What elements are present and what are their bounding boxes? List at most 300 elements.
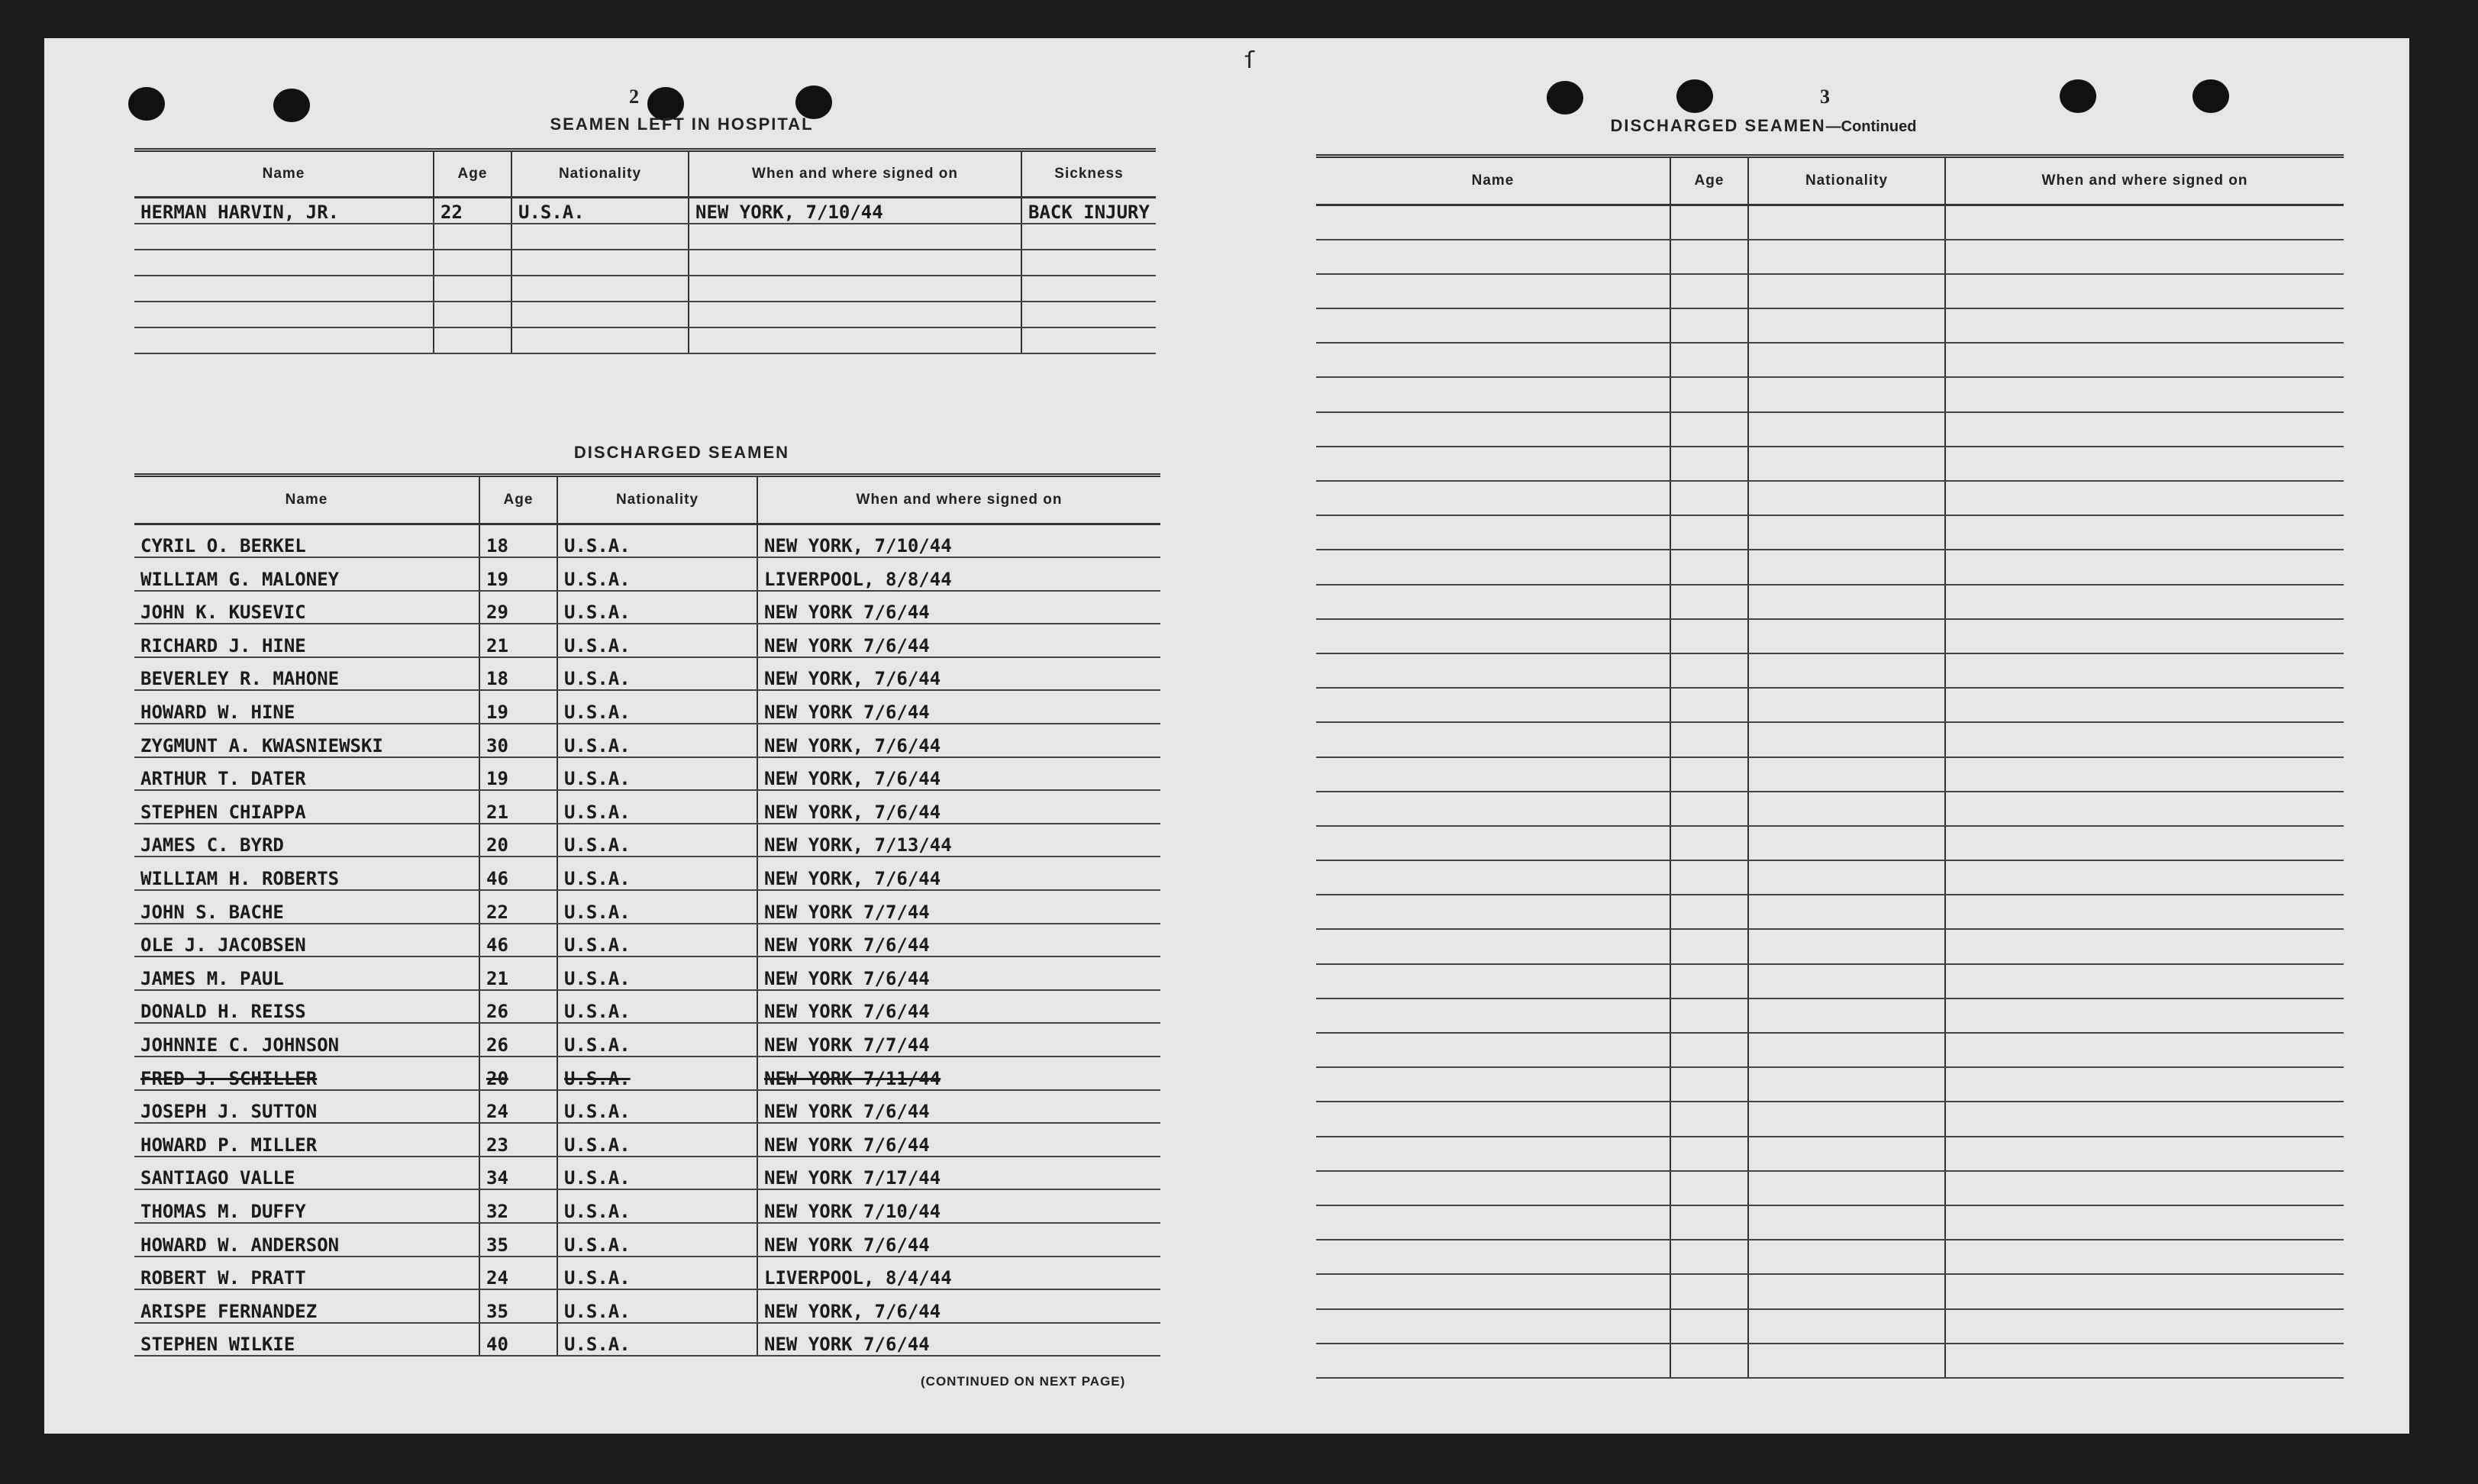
empty-cell	[1316, 1102, 1670, 1136]
table-row	[134, 1257, 1160, 1290]
name-cell: HERMAN HARVIN, JR.	[134, 198, 434, 224]
nationality-cell: U.S.A.	[511, 198, 689, 224]
empty-cell	[1316, 308, 1670, 343]
blank-row	[1316, 447, 2344, 481]
empty-cell	[1316, 688, 1670, 722]
name-cell: WILLIAM H. ROBERTS	[134, 857, 479, 890]
empty-cell	[1670, 1137, 1748, 1171]
signed-on-cell: NEW YORK 7/17/44	[757, 1157, 1160, 1190]
blank-row	[1316, 308, 2344, 343]
empty-cell	[1748, 1102, 1945, 1136]
nationality-cell	[511, 302, 689, 327]
signed-on-cell: NEW YORK 7/7/44	[757, 890, 1160, 924]
column-header-name: Name	[134, 150, 434, 198]
empty-cell	[1316, 895, 1670, 929]
empty-cell	[1945, 1171, 2344, 1205]
table-row	[134, 757, 1160, 791]
empty-cell	[1945, 860, 2344, 895]
signed-on-cell: NEW YORK 7/6/44	[757, 624, 1160, 657]
name-cell: ARTHUR T. DATER	[134, 757, 479, 791]
signed-on-cell	[689, 276, 1021, 302]
empty-cell	[1316, 205, 1670, 240]
table-row	[134, 524, 1160, 558]
table-row	[134, 1057, 1160, 1090]
age-cell	[434, 327, 511, 353]
age-cell: 32	[479, 1189, 557, 1223]
empty-cell	[1748, 619, 1945, 653]
empty-cell	[1945, 1137, 2344, 1171]
empty-cell	[1316, 447, 1670, 481]
empty-cell	[1748, 1033, 1945, 1067]
name-cell: CYRIL O. BERKEL	[134, 524, 479, 558]
page-number-left: 2	[629, 85, 639, 108]
nationality-cell: U.S.A.	[557, 790, 757, 824]
empty-cell	[1945, 1240, 2344, 1274]
sickness-cell	[1021, 250, 1156, 276]
signed-on-cell: NEW YORK 7/6/44	[757, 690, 1160, 724]
empty-cell	[1945, 929, 2344, 963]
column-header-when-and-where-signed-on: When and where signed on	[757, 476, 1160, 524]
name-cell: JOHN S. BACHE	[134, 890, 479, 924]
nationality-cell: U.S.A.	[557, 957, 757, 990]
empty-cell	[1945, 998, 2344, 1033]
empty-cell	[1670, 1240, 1748, 1274]
empty-cell	[1670, 481, 1748, 515]
age-cell	[434, 276, 511, 302]
table-row	[134, 724, 1160, 757]
empty-cell	[1316, 653, 1670, 688]
empty-cell	[1748, 653, 1945, 688]
empty-cell	[1748, 550, 1945, 584]
table-row	[134, 657, 1160, 691]
blank-row	[1316, 274, 2344, 308]
blank-row	[1316, 792, 2344, 826]
blank-row	[1316, 550, 2344, 584]
name-cell: JOSEPH J. SUTTON	[134, 1090, 479, 1124]
name-cell: OLE J. JACOBSEN	[134, 924, 479, 957]
empty-cell	[1748, 274, 1945, 308]
empty-cell	[1748, 240, 1945, 274]
table-row	[134, 824, 1160, 857]
empty-cell	[1748, 447, 1945, 481]
name-cell: BEVERLEY R. MAHONE	[134, 657, 479, 691]
empty-cell	[1670, 412, 1748, 447]
age-cell: 22	[434, 198, 511, 224]
ink-mark: ſ	[1243, 47, 1257, 74]
signed-on-cell: NEW YORK, 7/6/44	[757, 757, 1160, 791]
age-cell: 26	[479, 990, 557, 1024]
column-header-age: Age	[434, 150, 511, 198]
nationality-cell: U.S.A.	[557, 591, 757, 624]
empty-cell	[1748, 1309, 1945, 1344]
table-row	[134, 790, 1160, 824]
empty-cell	[1316, 757, 1670, 792]
column-header-when-and-where-signed-on: When and where signed on	[689, 150, 1021, 198]
age-cell: 26	[479, 1023, 557, 1057]
empty-cell	[1670, 792, 1748, 826]
nationality-cell: U.S.A.	[557, 690, 757, 724]
empty-cell	[1748, 757, 1945, 792]
empty-cell	[1670, 308, 1748, 343]
age-cell	[434, 224, 511, 250]
empty-cell	[1748, 377, 1945, 411]
empty-cell	[1945, 205, 2344, 240]
age-cell: 21	[479, 790, 557, 824]
name-cell: ZYGMUNT A. KWASNIEWSKI	[134, 724, 479, 757]
empty-cell	[1670, 998, 1748, 1033]
empty-cell	[1316, 1137, 1670, 1171]
empty-cell	[1316, 1240, 1670, 1274]
table-row	[134, 924, 1160, 957]
table-row	[134, 276, 1156, 302]
age-cell: 20	[479, 824, 557, 857]
column-header-age: Age	[479, 476, 557, 524]
empty-cell	[1748, 929, 1945, 963]
sickness-cell	[1021, 302, 1156, 327]
empty-cell	[1748, 792, 1945, 826]
empty-cell	[1316, 1067, 1670, 1102]
name-cell: THOMAS M. DUFFY	[134, 1189, 479, 1223]
empty-cell	[1670, 964, 1748, 998]
empty-cell	[1748, 412, 1945, 447]
table-row	[134, 224, 1156, 250]
punch-hole	[273, 89, 310, 122]
empty-cell	[1945, 1067, 2344, 1102]
empty-cell	[1748, 308, 1945, 343]
empty-cell	[1748, 1240, 1945, 1274]
nationality-cell: U.S.A.	[557, 1289, 757, 1323]
empty-cell	[1945, 585, 2344, 619]
nationality-cell: U.S.A.	[557, 1090, 757, 1124]
nationality-cell: U.S.A.	[557, 524, 757, 558]
empty-cell	[1316, 722, 1670, 757]
nationality-cell: U.S.A.	[557, 1189, 757, 1223]
nationality-cell: U.S.A.	[557, 1223, 757, 1257]
blank-row	[1316, 1274, 2344, 1308]
table-row	[134, 591, 1160, 624]
table-row	[134, 1189, 1160, 1223]
nationality-cell	[511, 276, 689, 302]
punch-hole	[1676, 79, 1713, 113]
signed-on-cell: NEW YORK 7/6/44	[757, 1090, 1160, 1124]
discharged-section-title: DISCHARGED SEAMEN	[573, 443, 790, 462]
age-cell: 22	[479, 890, 557, 924]
empty-cell	[1316, 274, 1670, 308]
empty-cell	[1670, 515, 1748, 550]
empty-cell	[1945, 792, 2344, 826]
sickness-cell	[1021, 276, 1156, 302]
empty-cell	[1670, 619, 1748, 653]
name-cell: HOWARD W. ANDERSON	[134, 1223, 479, 1257]
empty-cell	[1945, 377, 2344, 411]
empty-cell	[1670, 240, 1748, 274]
empty-cell	[1748, 895, 1945, 929]
blank-row	[1316, 1344, 2344, 1378]
signed-on-cell: NEW YORK 7/6/44	[757, 1323, 1160, 1357]
empty-cell	[1316, 998, 1670, 1033]
nationality-cell: U.S.A.	[557, 1123, 757, 1157]
empty-cell	[1670, 377, 1748, 411]
signed-on-cell: NEW YORK 7/11/44	[757, 1057, 1160, 1090]
continued-section-title	[1573, 116, 1954, 136]
blank-row	[1316, 1067, 2344, 1102]
empty-cell	[1945, 343, 2344, 377]
blank-row	[1316, 515, 2344, 550]
empty-cell	[1670, 757, 1748, 792]
nationality-cell: U.S.A.	[557, 1057, 757, 1090]
age-cell	[434, 250, 511, 276]
signed-on-cell: NEW YORK, 7/6/44	[757, 857, 1160, 890]
name-cell: SANTIAGO VALLE	[134, 1157, 479, 1190]
empty-cell	[1316, 929, 1670, 963]
continued-title-main: DISCHARGED SEAMEN	[1610, 116, 1826, 135]
age-cell: 19	[479, 690, 557, 724]
name-cell	[134, 302, 434, 327]
blank-row	[1316, 412, 2344, 447]
signed-on-cell	[689, 302, 1021, 327]
empty-cell	[1748, 1067, 1945, 1102]
column-header-age: Age	[1670, 156, 1748, 205]
name-cell: RICHARD J. HINE	[134, 624, 479, 657]
name-cell: DONALD H. REISS	[134, 990, 479, 1024]
age-cell: 40	[479, 1323, 557, 1357]
blank-row	[1316, 964, 2344, 998]
empty-cell	[1748, 826, 1945, 860]
blank-row	[1316, 722, 2344, 757]
empty-cell	[1748, 688, 1945, 722]
column-header-name: Name	[1316, 156, 1670, 205]
punch-hole	[128, 87, 165, 121]
empty-cell	[1670, 1274, 1748, 1308]
table-row	[134, 890, 1160, 924]
name-cell: ARISPE FERNANDEZ	[134, 1289, 479, 1323]
empty-cell	[1670, 550, 1748, 584]
hospital-section-title: SEAMEN LEFT IN HOSPITAL	[550, 115, 814, 134]
empty-cell	[1945, 722, 2344, 757]
signed-on-cell: NEW YORK, 7/10/44	[689, 198, 1021, 224]
age-cell: 19	[479, 757, 557, 791]
name-cell: JAMES C. BYRD	[134, 824, 479, 857]
name-cell: STEPHEN CHIAPPA	[134, 790, 479, 824]
name-cell: JOHN K. KUSEVIC	[134, 591, 479, 624]
nationality-cell: U.S.A.	[557, 890, 757, 924]
signed-on-cell: NEW YORK, 7/6/44	[757, 790, 1160, 824]
empty-cell	[1748, 205, 1945, 240]
blank-row	[1316, 240, 2344, 274]
empty-cell	[1945, 515, 2344, 550]
empty-cell	[1748, 515, 1945, 550]
blank-row	[1316, 1309, 2344, 1344]
hospital-table	[134, 148, 1156, 354]
blank-row	[1316, 1102, 2344, 1136]
age-cell: 21	[479, 624, 557, 657]
name-cell: STEPHEN WILKIE	[134, 1323, 479, 1357]
signed-on-cell: NEW YORK 7/6/44	[757, 591, 1160, 624]
column-header-nationality: Nationality	[557, 476, 757, 524]
table-row	[134, 957, 1160, 990]
age-cell: 18	[479, 657, 557, 691]
signed-on-cell	[689, 224, 1021, 250]
age-cell	[434, 302, 511, 327]
blank-row	[1316, 860, 2344, 895]
empty-cell	[1748, 1274, 1945, 1308]
name-cell: ROBERT W. PRATT	[134, 1257, 479, 1290]
empty-cell	[1945, 653, 2344, 688]
table-row	[134, 198, 1156, 224]
continued-title-suffix: —Continued	[1825, 118, 1917, 135]
empty-cell	[1670, 343, 1748, 377]
empty-cell	[1748, 1171, 1945, 1205]
name-cell: HOWARD W. HINE	[134, 690, 479, 724]
table-row	[134, 1123, 1160, 1157]
blank-row	[1316, 1137, 2344, 1171]
name-cell	[134, 276, 434, 302]
empty-cell	[1316, 792, 1670, 826]
age-cell: 19	[479, 557, 557, 591]
age-cell: 21	[479, 957, 557, 990]
continued-note: (CONTINUED ON NEXT PAGE)	[921, 1374, 1126, 1389]
age-cell: 23	[479, 1123, 557, 1157]
table-row	[134, 327, 1156, 353]
empty-cell	[1945, 964, 2344, 998]
nationality-cell	[511, 250, 689, 276]
empty-cell	[1670, 205, 1748, 240]
signed-on-cell: NEW YORK 7/6/44	[757, 1223, 1160, 1257]
signed-on-cell: NEW YORK, 7/13/44	[757, 824, 1160, 857]
column-header-when-and-where-signed-on: When and where signed on	[1945, 156, 2344, 205]
blank-row	[1316, 619, 2344, 653]
empty-cell	[1945, 308, 2344, 343]
blank-row	[1316, 377, 2344, 411]
blank-row	[1316, 585, 2344, 619]
blank-row	[1316, 1205, 2344, 1240]
nationality-cell: U.S.A.	[557, 1323, 757, 1357]
age-cell: 35	[479, 1289, 557, 1323]
sickness-cell: BACK INJURY	[1021, 198, 1156, 224]
name-cell: JOHNNIE C. JOHNSON	[134, 1023, 479, 1057]
table-row	[134, 1090, 1160, 1124]
empty-cell	[1945, 550, 2344, 584]
table-row	[134, 1023, 1160, 1057]
signed-on-cell: LIVERPOOL, 8/4/44	[757, 1257, 1160, 1290]
empty-cell	[1670, 1033, 1748, 1067]
table-row	[134, 624, 1160, 657]
blank-row	[1316, 481, 2344, 515]
sickness-cell	[1021, 224, 1156, 250]
blank-row	[1316, 895, 2344, 929]
signed-on-cell: NEW YORK 7/6/44	[757, 957, 1160, 990]
blank-row	[1316, 1240, 2344, 1274]
age-cell: 34	[479, 1157, 557, 1190]
empty-cell	[1316, 1205, 1670, 1240]
empty-cell	[1945, 274, 2344, 308]
nationality-cell	[511, 224, 689, 250]
name-cell	[134, 327, 434, 353]
empty-cell	[1748, 1205, 1945, 1240]
nationality-cell: U.S.A.	[557, 924, 757, 957]
signed-on-cell: NEW YORK 7/6/44	[757, 1123, 1160, 1157]
signed-on-cell: NEW YORK, 7/6/44	[757, 724, 1160, 757]
nationality-cell: U.S.A.	[557, 757, 757, 791]
empty-cell	[1670, 1205, 1748, 1240]
empty-cell	[1316, 1344, 1670, 1378]
nationality-cell	[511, 327, 689, 353]
empty-cell	[1670, 585, 1748, 619]
empty-cell	[1945, 481, 2344, 515]
empty-cell	[1670, 895, 1748, 929]
blank-row	[1316, 757, 2344, 792]
name-cell: HOWARD P. MILLER	[134, 1123, 479, 1157]
signed-on-cell	[689, 327, 1021, 353]
name-cell	[134, 250, 434, 276]
signed-on-cell: NEW YORK, 7/6/44	[757, 1289, 1160, 1323]
empty-cell	[1316, 1033, 1670, 1067]
age-cell: 35	[479, 1223, 557, 1257]
empty-cell	[1670, 653, 1748, 688]
age-cell: 18	[479, 524, 557, 558]
nationality-cell: U.S.A.	[557, 657, 757, 691]
age-cell: 20	[479, 1057, 557, 1090]
empty-cell	[1670, 274, 1748, 308]
blank-row	[1316, 343, 2344, 377]
table-row	[134, 1223, 1160, 1257]
empty-cell	[1316, 964, 1670, 998]
empty-cell	[1748, 964, 1945, 998]
empty-cell	[1748, 860, 1945, 895]
empty-cell	[1316, 860, 1670, 895]
nationality-cell: U.S.A.	[557, 624, 757, 657]
table-row	[134, 1289, 1160, 1323]
empty-cell	[1945, 688, 2344, 722]
page-number-right: 3	[1820, 85, 1830, 108]
empty-cell	[1945, 447, 2344, 481]
empty-cell	[1670, 1309, 1748, 1344]
empty-cell	[1316, 377, 1670, 411]
age-cell: 30	[479, 724, 557, 757]
empty-cell	[1316, 619, 1670, 653]
empty-cell	[1670, 1344, 1748, 1378]
column-header-nationality: Nationality	[511, 150, 689, 198]
punch-hole	[1547, 81, 1583, 115]
empty-cell	[1748, 722, 1945, 757]
empty-cell	[1316, 343, 1670, 377]
empty-cell	[1945, 1309, 2344, 1344]
name-cell: WILLIAM G. MALONEY	[134, 557, 479, 591]
blank-row	[1316, 826, 2344, 860]
punch-hole	[2192, 79, 2229, 113]
nationality-cell: U.S.A.	[557, 1023, 757, 1057]
table-row	[134, 690, 1160, 724]
discharged-table	[134, 473, 1160, 1357]
empty-cell	[1316, 585, 1670, 619]
empty-cell	[1316, 1309, 1670, 1344]
signed-on-cell: NEW YORK 7/10/44	[757, 1189, 1160, 1223]
empty-cell	[1945, 757, 2344, 792]
table-row	[134, 302, 1156, 327]
table-row	[134, 990, 1160, 1024]
empty-cell	[1316, 515, 1670, 550]
empty-cell	[1945, 240, 2344, 274]
blank-row	[1316, 653, 2344, 688]
signed-on-cell: NEW YORK 7/6/44	[757, 924, 1160, 957]
empty-cell	[1945, 412, 2344, 447]
column-header-sickness: Sickness	[1021, 150, 1156, 198]
table-row	[134, 857, 1160, 890]
empty-cell	[1316, 481, 1670, 515]
empty-cell	[1316, 412, 1670, 447]
nationality-cell: U.S.A.	[557, 990, 757, 1024]
empty-cell	[1316, 826, 1670, 860]
